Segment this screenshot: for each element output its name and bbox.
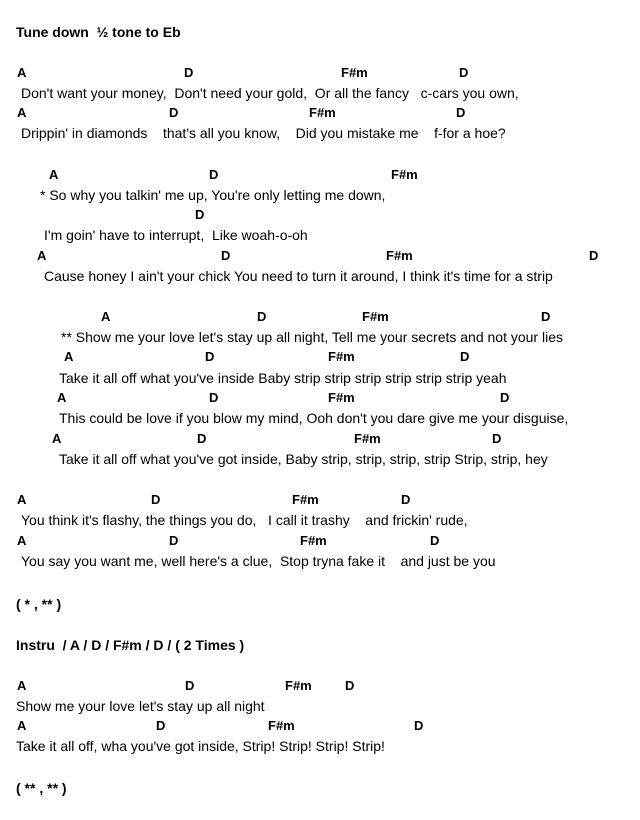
chord: F#m bbox=[285, 678, 312, 693]
chord: F#m bbox=[328, 349, 355, 364]
lyric-line: Show me your love let's stay up all night bbox=[16, 698, 265, 714]
lyric-line: ** Show me your love let's stay up all night, Tell me your secrets and not your lies bbox=[61, 329, 563, 345]
chord: D bbox=[169, 533, 179, 548]
chord: A bbox=[52, 431, 62, 446]
chord: D bbox=[456, 105, 466, 120]
chord: D bbox=[460, 349, 470, 364]
chord: F#m bbox=[362, 309, 389, 324]
lyric-line: You say you want me, well here's a clue, Stop tryna fake it and just be you bbox=[21, 553, 496, 569]
chord: D bbox=[169, 105, 179, 120]
lyric-line: Drippin' in diamonds that's all you know, Did you mistake me f-for a hoe? bbox=[21, 125, 506, 141]
lyric-line: Take it all off what you've inside Baby strip strip strip strip strip strip yeah bbox=[59, 370, 507, 386]
chord: D bbox=[197, 431, 207, 446]
chord: A bbox=[57, 390, 67, 405]
chord: F#m bbox=[386, 248, 413, 263]
chord: A bbox=[17, 533, 27, 548]
chord: D bbox=[185, 678, 195, 693]
chord: F#m bbox=[354, 431, 381, 446]
chord: D bbox=[430, 533, 440, 548]
chord: D bbox=[184, 65, 194, 80]
chord: F#m bbox=[328, 390, 355, 405]
lyric-line: Don't want your money, Don't need your gold, Or all the fancy c-cars you own, bbox=[21, 85, 519, 101]
chord: D bbox=[500, 390, 510, 405]
lyric-line: * So why you talkin' me up, You're only letting me down, bbox=[40, 187, 386, 203]
chord: A bbox=[49, 167, 59, 182]
chord: D bbox=[541, 309, 551, 324]
chord: D bbox=[151, 492, 161, 507]
chord: A bbox=[17, 678, 27, 693]
chord: D bbox=[156, 718, 166, 733]
chord: A bbox=[64, 349, 74, 364]
chord: F#m bbox=[391, 167, 418, 182]
chord: D bbox=[205, 349, 215, 364]
chord: A bbox=[17, 492, 27, 507]
chord: A bbox=[101, 309, 111, 324]
chord: D bbox=[459, 65, 469, 80]
chord: D bbox=[345, 678, 355, 693]
instrumental-line: Instru / A / D / F#m / D / ( 2 Times ) bbox=[16, 637, 245, 653]
lyric-line: You think it's flashy, the things you do, I call it trashy and frickin' rude, bbox=[21, 512, 468, 528]
repeat-marker: ( * , ** ) bbox=[16, 596, 62, 612]
chord: D bbox=[401, 492, 411, 507]
chord: A bbox=[17, 105, 27, 120]
chord: D bbox=[209, 167, 219, 182]
chord: D bbox=[195, 207, 205, 222]
chord: A bbox=[17, 65, 27, 80]
lyric-line: Take it all off, wha you've got inside, Strip! Strip! Strip! Strip! bbox=[16, 738, 385, 754]
repeat-marker: ( ** , ** ) bbox=[16, 780, 67, 796]
chord: D bbox=[589, 248, 599, 263]
tuning-note: Tune down ½ tone to Eb bbox=[16, 24, 181, 40]
chord: F#m bbox=[292, 492, 319, 507]
chord: D bbox=[221, 248, 231, 263]
chord: D bbox=[414, 718, 424, 733]
chord: A bbox=[17, 718, 27, 733]
chord: D bbox=[257, 309, 267, 324]
chord: F#m bbox=[341, 65, 368, 80]
lyric-line: I'm goin' have to interrupt, Like woah-o-oh bbox=[44, 227, 308, 243]
chord: F#m bbox=[309, 105, 336, 120]
lyric-line: This could be love if you blow my mind, Ooh don't you dare give me your disguise, bbox=[59, 410, 569, 426]
chord: D bbox=[209, 390, 219, 405]
chord: A bbox=[37, 248, 47, 263]
chord: D bbox=[492, 431, 502, 446]
chord: F#m bbox=[300, 533, 327, 548]
lyric-line: Cause honey I ain't your chick You need to turn it around, I think it's time for a strip bbox=[44, 268, 553, 284]
chord: F#m bbox=[268, 718, 295, 733]
lyric-line: Take it all off what you've got inside, Baby strip, strip, strip, strip Strip, strip, hey bbox=[59, 451, 548, 467]
